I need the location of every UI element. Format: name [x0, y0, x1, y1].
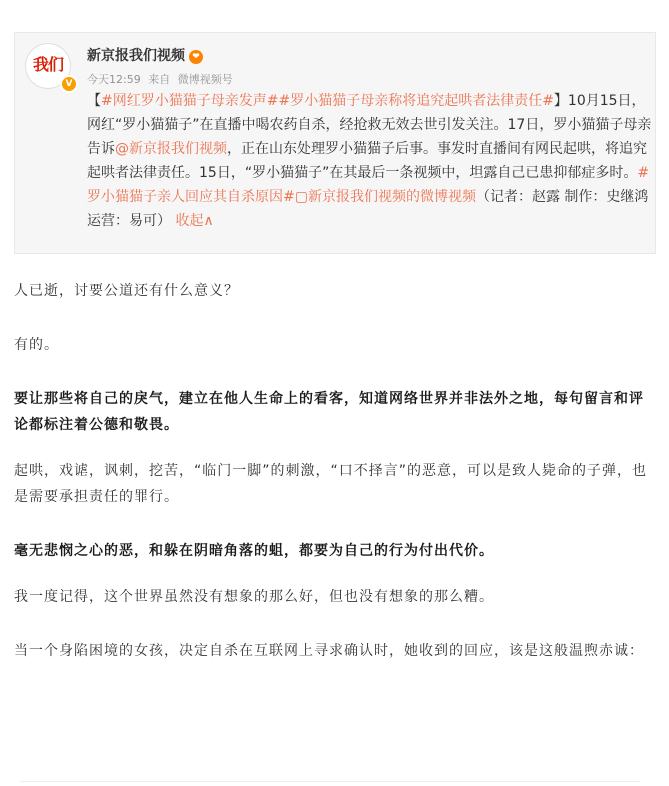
- post-text-segment: ，正在山东处理罗小猫猫子后事。事发时直播间有网民起哄，将追究起哄者法律责任。15日，“罗小猫猫子”在其最后一条视频中，坦露自己已患抑郁症多时。: [87, 141, 647, 181]
- post-text-segment: （记者：赵露 制作：史继鸿 运营：易可）: [87, 189, 649, 229]
- embedded-weibo-post: [14, 32, 656, 254]
- article-body: [14, 278, 654, 692]
- account-name-row: [87, 45, 203, 65]
- topic-link[interactable]: ▢新京报我们视频的微博视频: [294, 189, 476, 205]
- account-name[interactable]: 新京报我们视频: [87, 48, 185, 64]
- topic-link[interactable]: #网红罗小猫猫子母亲发声##罗小猫猫子母亲称将追究起哄者法律责任#: [101, 93, 554, 109]
- post-text-segment: 】10月15日，网红“罗小猫猫子”在直播中喝农药自杀，经抢救无效去世引发关注。17日，罗小猫猫子母亲告诉: [87, 93, 652, 157]
- post-text: [87, 93, 651, 229]
- paragraph: 有的。: [14, 337, 59, 353]
- post-time: 今天12:59: [87, 73, 141, 86]
- avatar-logo-text: 我们: [32, 55, 63, 74]
- collapse-button[interactable]: 收起∧: [175, 213, 214, 229]
- verified-icon: V: [60, 75, 78, 93]
- divider: [20, 781, 640, 782]
- paragraph: 起哄，戏谑，讽刺，挖苦，“临门一脚”的刺激，“口不择言”的恶意，可以是致人毙命的子弹，也是需要承担责任的罪行。: [14, 463, 648, 505]
- source-prefix: 来自: [148, 73, 171, 86]
- emphasis-paragraph: 要让那些将自己的戾气，建立在他人生命上的看客，知道网络世界并非法外之地，每句留言和评论都标注着公德和敬畏。: [14, 391, 644, 433]
- emphasis-paragraph: 毫无悲悯之心的恶，和躲在阴暗角落的蛆，都要为自己的行为付出代价。: [14, 543, 494, 559]
- paragraph: 我一度记得，这个世界虽然没有想象的那么好，但也没有想象的那么糟。: [14, 589, 494, 605]
- topic-link[interactable]: #罗小猫猫子亲人回应其自杀原因#: [87, 165, 650, 205]
- post-body: [87, 89, 653, 233]
- bracket-open: 【: [87, 93, 101, 109]
- member-badge-icon: ❤: [189, 50, 203, 64]
- topic-link[interactable]: @新京报我们视频: [115, 141, 227, 157]
- paragraph: 当一个身陷困境的女孩，决定自杀在互联网上寻求确认时，她收到的回应，该是这般温煦赤诚：: [14, 643, 644, 659]
- paragraph: 人已逝，讨要公道还有什么意义？: [14, 283, 239, 299]
- post-source[interactable]: 微博视频号: [177, 73, 233, 86]
- post-meta: [87, 71, 237, 87]
